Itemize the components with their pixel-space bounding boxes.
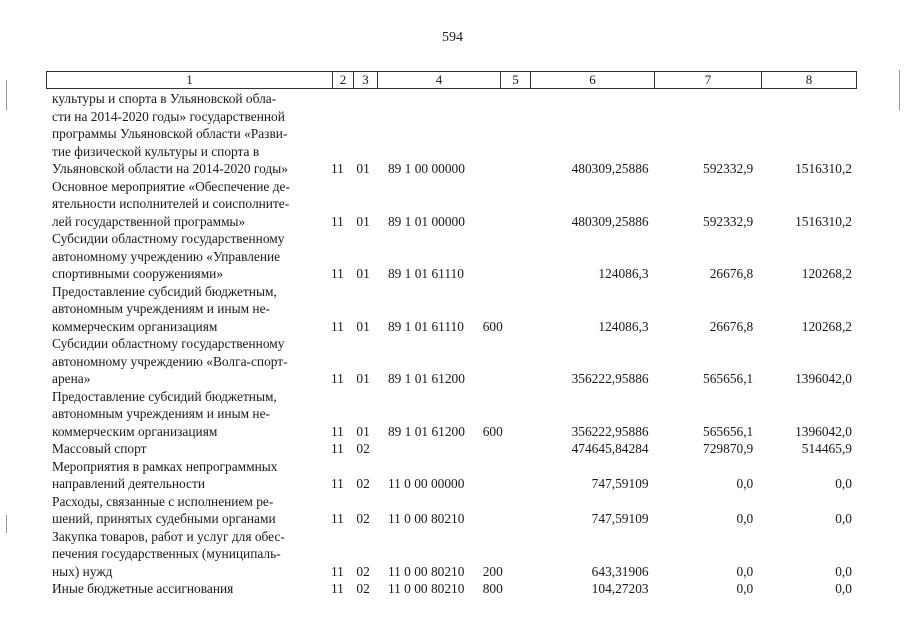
amount-col-7: 0,0 <box>736 563 754 579</box>
amount-col-7: 0,0 <box>736 581 754 596</box>
header-col-4: 4 <box>377 72 500 88</box>
table-row <box>52 528 852 581</box>
header-col-8: 8 <box>761 72 856 88</box>
expense-type-code: 600 <box>482 423 503 439</box>
description-line: автономному учреждению «Волга-спорт- <box>52 353 288 369</box>
amount-col-8: 514465,9 <box>801 441 852 456</box>
scan-mark-right <box>899 70 900 110</box>
page-number: 594 <box>442 30 463 45</box>
amount-col-6: 474645,84284 <box>571 441 649 456</box>
subsection-code: 02 <box>356 441 370 456</box>
amount-col-7: 592332,9 <box>703 213 754 229</box>
amount-col-6: 747,59109 <box>591 511 649 526</box>
header-col-3: 3 <box>353 72 377 88</box>
row-description <box>52 230 319 283</box>
description-line: Субсидии областному государственному <box>52 336 285 351</box>
row-description <box>52 388 319 441</box>
amount-col-7: 565656,1 <box>703 423 754 439</box>
amount-col-7: 0,0 <box>736 476 754 491</box>
description-line: культуры и спорта в Ульяновской обла- <box>52 91 277 106</box>
target-article-code: 89 1 01 00000 <box>387 213 465 229</box>
target-article-code: 11 0 00 80210 <box>387 563 465 579</box>
description-line: Ульяновской области на 2014-2020 годы» <box>52 161 288 176</box>
amount-col-7: 26676,8 <box>709 318 754 334</box>
subsection-code: 02 <box>356 563 370 579</box>
amount-col-8: 1396042,0 <box>795 371 852 386</box>
description-line: ных) нужд <box>52 563 113 579</box>
description-line: Закупка товаров, работ и услуг для обес- <box>52 528 285 544</box>
description-line: тие физической культуры и спорта в <box>52 143 260 159</box>
table-row <box>52 580 852 598</box>
table-row <box>52 440 852 458</box>
table-row <box>52 178 852 231</box>
row-description <box>52 440 319 458</box>
description-line: печения государственных (муниципаль- <box>52 546 281 561</box>
amount-col-6: 124086,3 <box>598 318 649 334</box>
section-code: 11 <box>330 266 344 281</box>
row-description <box>52 580 319 598</box>
amount-col-7: 565656,1 <box>703 371 754 386</box>
amount-col-7: 592332,9 <box>703 161 754 176</box>
amount-col-6: 480309,25886 <box>571 213 649 229</box>
amount-col-6: 104,27203 <box>591 581 649 596</box>
target-article-code: 89 1 01 61110 <box>387 266 464 281</box>
amount-col-6: 356222,95886 <box>571 371 649 386</box>
section-code: 11 <box>330 511 344 526</box>
amount-col-6: 356222,95886 <box>571 423 649 439</box>
row-description <box>52 178 319 231</box>
section-code: 11 <box>330 423 344 439</box>
description-line: программы Ульяновской области «Разви- <box>52 126 288 141</box>
amount-col-6: 747,59109 <box>591 476 649 491</box>
description-line: коммерческим организациям <box>52 318 218 334</box>
description-line: автономным учреждениям и иным не- <box>52 301 270 316</box>
header-col-1: 1 <box>186 72 193 87</box>
target-article-code: 89 1 01 61200 <box>387 423 465 439</box>
table-row <box>52 388 852 441</box>
amount-col-8: 0,0 <box>835 511 852 526</box>
description-line: Массовый спорт <box>52 441 147 456</box>
amount-col-8: 1396042,0 <box>795 423 852 439</box>
row-description <box>52 283 319 336</box>
target-article-code: 89 1 01 61200 <box>387 371 465 386</box>
amount-col-7: 729870,9 <box>703 441 754 456</box>
description-line: автономным учреждениям и иным не- <box>52 406 270 421</box>
row-description <box>52 458 319 493</box>
expense-type-code: 600 <box>482 318 503 334</box>
amount-col-8: 0,0 <box>835 581 852 596</box>
amount-col-8: 120268,2 <box>801 318 852 334</box>
expense-type-code: 800 <box>482 581 503 596</box>
target-article-code: 89 1 00 00000 <box>387 161 465 176</box>
row-description <box>52 528 319 581</box>
table-row <box>52 230 852 283</box>
subsection-code: 02 <box>356 581 370 596</box>
description-line: автономному учреждению «Управление <box>52 248 281 264</box>
table-row <box>52 283 852 336</box>
subsection-code: 01 <box>356 318 370 334</box>
table-header <box>46 71 857 89</box>
description-line: ятельности исполнителей и соисполните- <box>52 196 290 211</box>
description-line: Основное мероприятие «Обеспечение де- <box>52 178 290 194</box>
amount-col-8: 1516310,2 <box>795 213 852 229</box>
target-article-code: 11 0 00 80210 <box>387 511 465 526</box>
table-row <box>52 458 852 493</box>
section-code: 11 <box>330 318 344 334</box>
description-line: лей государственной программы» <box>52 213 246 229</box>
amount-col-8: 0,0 <box>835 563 852 579</box>
table-row <box>52 335 852 388</box>
subsection-code: 01 <box>356 266 370 281</box>
description-line: арена» <box>52 371 91 386</box>
amount-col-7: 0,0 <box>736 511 754 526</box>
amount-col-8: 120268,2 <box>801 266 852 281</box>
table-row <box>52 90 852 178</box>
amount-col-6: 643,31906 <box>591 563 649 579</box>
amount-col-7: 26676,8 <box>709 266 754 281</box>
amount-col-8: 1516310,2 <box>795 161 852 176</box>
header-col-5: 5 <box>500 72 530 88</box>
row-description <box>52 90 319 178</box>
amount-col-6: 480309,25886 <box>571 161 649 176</box>
section-code: 11 <box>330 563 344 579</box>
table-row <box>52 493 852 528</box>
description-line: сти на 2014-2020 годы» государственной <box>52 108 285 124</box>
section-code: 11 <box>330 213 344 229</box>
amount-col-6: 124086,3 <box>598 266 649 281</box>
section-code: 11 <box>330 441 344 456</box>
target-article-code: 11 0 00 80210 <box>387 581 465 596</box>
description-line: Мероприятия в рамках непрограммных <box>52 458 278 474</box>
scan-mark-left-2 <box>6 515 7 533</box>
description-line: Иные бюджетные ассигнования <box>52 581 234 596</box>
section-code: 11 <box>330 371 344 386</box>
subsection-code: 02 <box>356 511 370 526</box>
expense-type-code: 200 <box>482 563 503 579</box>
header-col-7: 7 <box>654 72 761 88</box>
amount-col-8: 0,0 <box>835 476 852 491</box>
subsection-code: 02 <box>356 476 370 491</box>
description-line: направлений деятельности <box>52 476 206 491</box>
budget-table-body <box>52 90 852 598</box>
subsection-code: 01 <box>356 423 370 439</box>
section-code: 11 <box>330 161 344 176</box>
scan-mark-left <box>6 80 7 110</box>
target-article-code: 11 0 00 00000 <box>387 476 465 491</box>
subsection-code: 01 <box>356 213 370 229</box>
description-line: коммерческим организациям <box>52 423 218 439</box>
header-col-6: 6 <box>530 72 654 88</box>
section-code: 11 <box>330 476 344 491</box>
target-article-code: 89 1 01 61110 <box>387 318 464 334</box>
row-description <box>52 335 319 388</box>
description-line: Предоставление субсидий бюджетным, <box>52 283 277 299</box>
description-line: шений, принятых судебными органами <box>52 511 276 526</box>
subsection-code: 01 <box>356 371 370 386</box>
header-col-2: 2 <box>332 72 353 88</box>
description-line: Предоставление субсидий бюджетным, <box>52 388 277 404</box>
section-code: 11 <box>330 581 344 596</box>
subsection-code: 01 <box>356 161 370 176</box>
description-line: Расходы, связанные с исполнением ре- <box>52 493 274 509</box>
description-line: спортивными сооружениями» <box>52 266 224 281</box>
row-description <box>52 493 319 528</box>
description-line: Субсидии областному государственному <box>52 231 285 246</box>
